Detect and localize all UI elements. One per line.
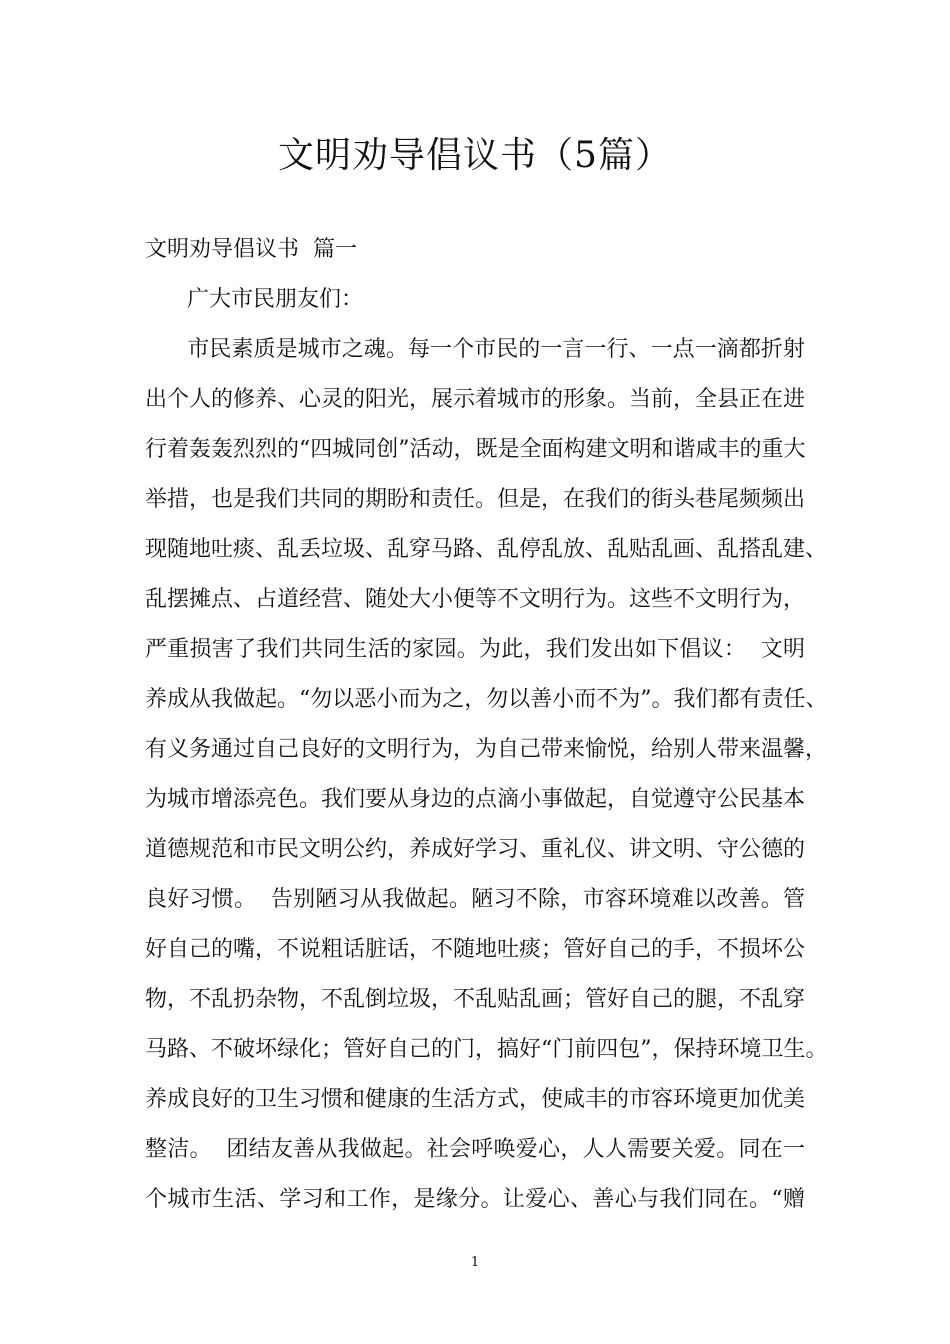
body-line: 举措，也是我们共同的期盼和责任。但是，在我们的街头巷尾频频出 bbox=[145, 487, 806, 512]
body-line: 现随地吐痰、乱丢垃圾、乱穿马路、乱停乱放、乱贴乱画、乱搭乱建、 bbox=[145, 537, 828, 562]
body-line: 个城市生活、学习和工作，是缘分。让爱心、善心与我们同在。“赠 bbox=[145, 1187, 805, 1212]
page-number: 1 bbox=[470, 1255, 480, 1270]
document-title: 文明劝导倡议书（5篇） bbox=[278, 135, 672, 176]
body-line: 好自己的嘴，不说粗话脏话，不随地吐痰；管好自己的手，不损坏公 bbox=[145, 937, 806, 962]
section-heading: 文明劝导倡议书 篇一 bbox=[145, 237, 357, 262]
body-line: 养成良好的卫生习惯和健康的生活方式，使咸丰的市容环境更加优美 bbox=[145, 1087, 806, 1112]
body-line: 物，不乱扔杂物，不乱倒垃圾，不乱贴乱画；管好自己的腿，不乱穿 bbox=[145, 987, 806, 1012]
body-line: 养成从我做起。“勿以恶小而为之，勿以善小而不为”。我们都有责任、 bbox=[145, 687, 828, 712]
body-line: 乱摆摊点、占道经营、随处大小便等不文明行为。这些不文明行为， bbox=[145, 587, 806, 612]
body-line: 严重损害了我们共同生活的家园。为此，我们发出如下倡议： 文明 bbox=[145, 637, 805, 662]
body-line: 马路、不破坏绿化；管好自己的门，搞好“门前四包”，保持环境卫生。 bbox=[145, 1037, 828, 1062]
body-line: 良好习惯。 告别陋习从我做起。陋习不除，市容环境难以改善。管 bbox=[145, 887, 805, 912]
body-line: 行着轰轰烈烈的“四城同创”活动，既是全面构建文明和谐咸丰的重大 bbox=[145, 437, 806, 462]
body-line: 道德规范和市民文明公约，养成好学习、重礼仪、讲文明、守公德的 bbox=[145, 837, 806, 862]
body-line: 有义务通过自己良好的文明行为，为自己带来愉悦，给别人带来温馨， bbox=[145, 737, 828, 762]
body-line: 为城市增添亮色。我们要从身边的点滴小事做起，自觉遵守公民基本 bbox=[145, 787, 806, 812]
body-line: 整洁。 团结友善从我做起。社会呼唤爱心，人人需要关爱。同在一 bbox=[145, 1137, 805, 1162]
body-line: 出个人的修养、心灵的阳光，展示着城市的形象。当前，全县正在进 bbox=[145, 387, 806, 412]
salutation-line: 广大市民朋友们： bbox=[145, 287, 363, 312]
body-line: 市民素质是城市之魂。每一个市民的一言一行、一点一滴都折射 bbox=[145, 337, 805, 362]
